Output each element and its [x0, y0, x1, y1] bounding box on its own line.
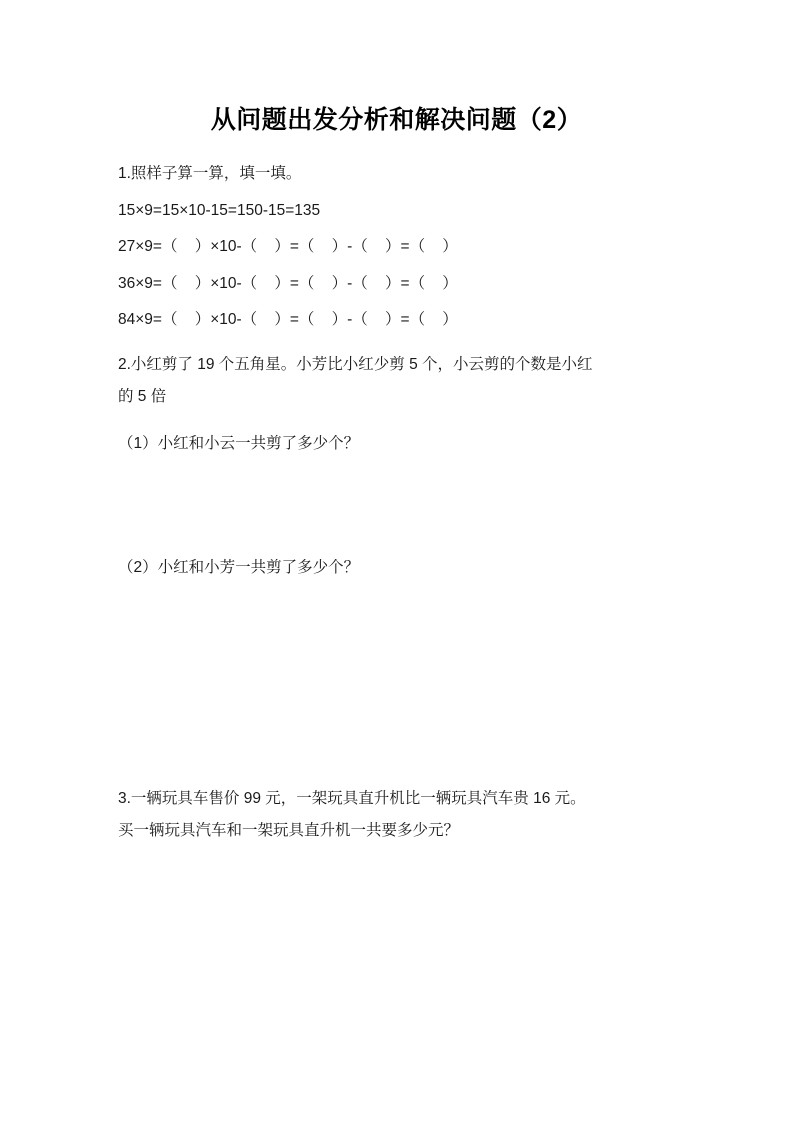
spacer	[118, 414, 675, 428]
worksheet-body	[0, 166, 793, 966]
question-2	[118, 349, 675, 703]
question-1-example-3: 84×9=（ ）×10-（ ）=（ ）-（ ）=（ ）	[118, 311, 458, 328]
question-2-stem-line-1: 2.小红剪了 19 个五角星。小芳比小红少剪 5 个，小云剪的个数是小红	[118, 355, 593, 373]
question-2-sub-2: （2）小红和小芳一共剪了多少个？	[118, 559, 360, 577]
question-3-stem-line-2: 买一辆玩具汽车和一架玩具直升机一共要多少元？	[118, 822, 460, 840]
question-2-sub-1: （1）小红和小云一共剪了多少个？	[118, 434, 360, 452]
question-3	[118, 783, 675, 966]
question-3-stem-line-1: 3.一辆玩具车售价 99 元，一架玩具直升机比一辆玩具汽车贵 16 元。	[118, 789, 586, 807]
answer-area-2-1[interactable]	[118, 460, 675, 552]
page-title: 从问题出发分析和解决问题（2）	[210, 106, 583, 134]
question-1	[118, 166, 675, 328]
question-1-example-0: 15×9=15×10-15=150-15=135	[118, 201, 321, 219]
answer-area-2-2[interactable]	[118, 585, 675, 703]
question-1-label: 1.照样子算一算，填一填。	[118, 165, 302, 182]
answer-area-3[interactable]	[118, 848, 675, 966]
question-1-example-2: 36×9=（ ）×10-（ ）=（ ）-（ ）=（ ）	[118, 274, 458, 292]
question-2-stem-line-2: 的 5 倍	[118, 388, 167, 406]
question-1-example-1: 27×9=（ ）×10-（ ）=（ ）-（ ）=（ ）	[118, 238, 458, 255]
spacer	[118, 703, 675, 783]
